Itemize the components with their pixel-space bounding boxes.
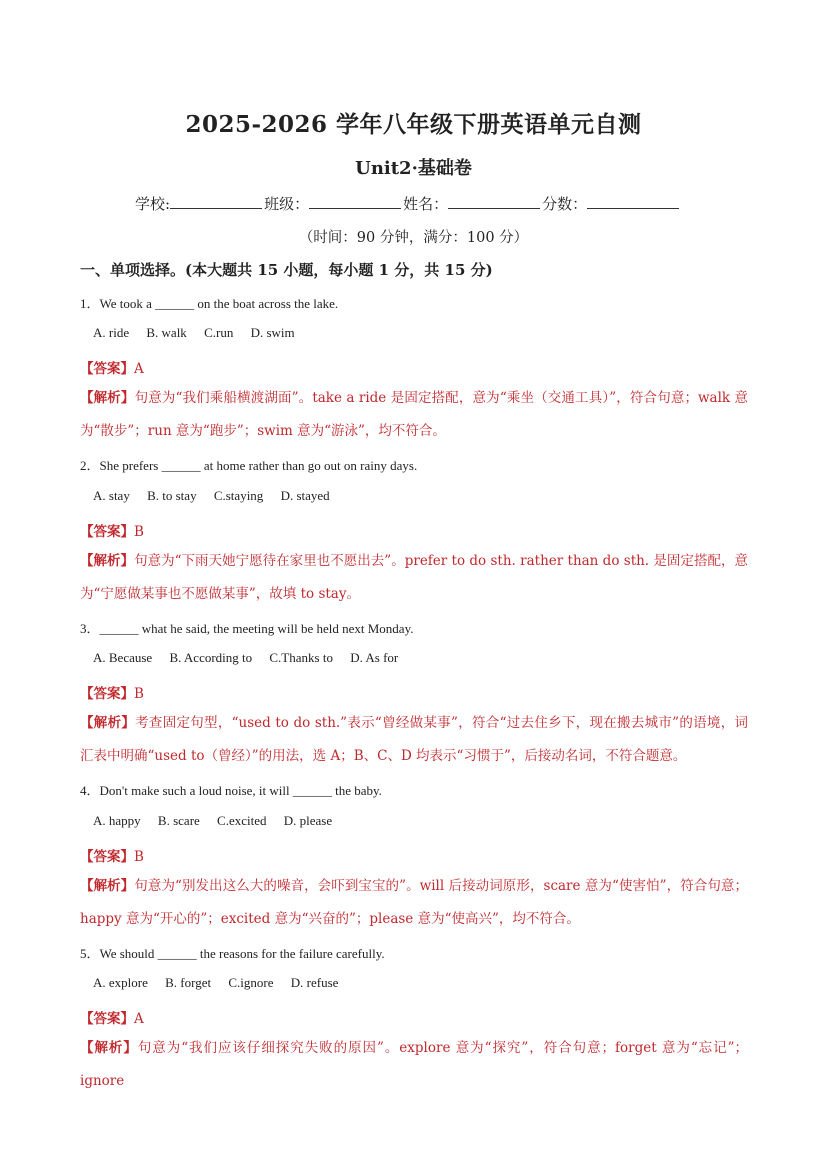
option: D. As for	[350, 650, 399, 665]
answer-tag: 【答案】	[80, 686, 134, 702]
question-stem: 4．Don't make such a loud noise, it will ______ the baby.	[80, 783, 382, 798]
answer-value: A	[134, 1011, 144, 1027]
answer-tag: 【答案】	[80, 361, 134, 377]
explanation	[80, 1032, 748, 1098]
score-blank	[587, 194, 679, 209]
school-blank	[170, 194, 262, 209]
question-options	[93, 813, 346, 829]
option: D. swim	[250, 325, 295, 340]
option: B. walk	[146, 325, 187, 340]
option: A. explore	[93, 975, 148, 990]
option: C.run	[204, 325, 234, 340]
class-blank	[309, 194, 401, 209]
option: A. Because	[93, 650, 153, 665]
answer-line	[80, 1007, 144, 1027]
explain-tag: 【解析】	[80, 1040, 138, 1056]
question-options	[93, 650, 412, 666]
option: C.staying	[213, 488, 264, 503]
explain-tag: 【解析】	[80, 878, 135, 894]
option: B. scare	[157, 813, 200, 828]
option: B. forget	[165, 975, 212, 990]
student-info-line	[135, 193, 681, 214]
name-blank	[448, 194, 540, 209]
option: A. ride	[93, 325, 130, 340]
explain-tag: 【解析】	[80, 390, 135, 406]
explain-tag: 【解析】	[80, 715, 136, 731]
explanation	[80, 545, 748, 611]
option: D. please	[283, 813, 333, 828]
option: D. refuse	[290, 975, 339, 990]
page-subtitle: Unit2·基础卷	[355, 158, 472, 179]
explanation	[80, 382, 748, 448]
section-title: 一、单项选择。(本大题共 15 小题，每小题 1 分，共 15 分)	[80, 261, 493, 279]
question-options	[93, 325, 309, 341]
option: D. stayed	[280, 488, 330, 503]
question-options	[93, 975, 352, 991]
answer-tag: 【答案】	[80, 1011, 134, 1027]
school-label: 学校:	[135, 195, 171, 213]
answer-value: B	[134, 524, 144, 540]
explanation	[80, 707, 748, 773]
option: C.excited	[217, 813, 267, 828]
answer-line	[80, 520, 144, 540]
answer-line	[80, 357, 144, 377]
page-title: 2025-2026 学年八年级下册英语单元自测	[185, 111, 642, 138]
explanation	[80, 870, 748, 936]
option: C.Thanks to	[269, 650, 333, 665]
explanation-text: 考查固定句型，“used to do sth.”表示“曾经做某事”，符合“过去住乡下，现在搬去城市”的语境，词汇表中明确“used to（曾经）”的用法，选 A；B、C、D 均表示“习惯于”，后接动名词，不符合题意。	[80, 715, 748, 764]
answer-line	[80, 845, 144, 865]
question-options	[93, 488, 344, 504]
score-label: 分数：	[542, 195, 588, 213]
option: B. to stay	[147, 488, 197, 503]
answer-value: B	[134, 849, 144, 865]
question-stem: 5．We should ______ the reasons for the failure carefully.	[80, 946, 385, 961]
class-label: 班级：	[264, 195, 310, 213]
time-note: （时间：90 分钟，满分：100 分）	[298, 230, 529, 246]
answer-value: B	[134, 686, 144, 702]
explanation-text: 句意为“别发出这么大的噪音，会吓到宝宝的”。will 后接动词原形，scare 意为“使害怕”，符合句意；happy 意为“开心的”；excited 意为“兴奋的”；please 意为“使高兴”，均不符合。	[80, 878, 749, 927]
option: B. According to	[169, 650, 253, 665]
question-stem: 3．______ what he said, the meeting will be held next Monday.	[80, 621, 414, 636]
explanation-text: 句意为“我们乘船横渡湖面”。take a ride 是固定搭配，意为“乘坐（交通工具）”，符合句意；walk 意为“散步”；run 意为“跑步”；swim 意为“游泳”，均不符合。	[80, 390, 749, 439]
option: C.ignore	[228, 975, 274, 990]
question-stem: 2．She prefers ______ at home rather than go out on rainy days.	[80, 458, 418, 473]
question-stem: 1．We took a ______ on the boat across the lake.	[80, 296, 339, 311]
answer-value: A	[134, 361, 144, 377]
option: A. happy	[93, 813, 141, 828]
answer-tag: 【答案】	[80, 524, 134, 540]
answer-tag: 【答案】	[80, 849, 134, 865]
explanation-text: 句意为“我们应该仔细探究失败的原因”。explore 意为“探究”，符合句意；forget 意为“忘记”；ignore	[80, 1040, 748, 1089]
option: A. stay	[93, 488, 130, 503]
explanation-text: 句意为“下雨天她宁愿待在家里也不愿出去”。prefer to do sth. rather than do sth. 是固定搭配，意为“宁愿做某事也不愿做某事”，故填 to stay。	[80, 553, 749, 602]
answer-line	[80, 682, 144, 702]
explain-tag: 【解析】	[80, 553, 135, 569]
name-label: 姓名：	[403, 195, 449, 213]
